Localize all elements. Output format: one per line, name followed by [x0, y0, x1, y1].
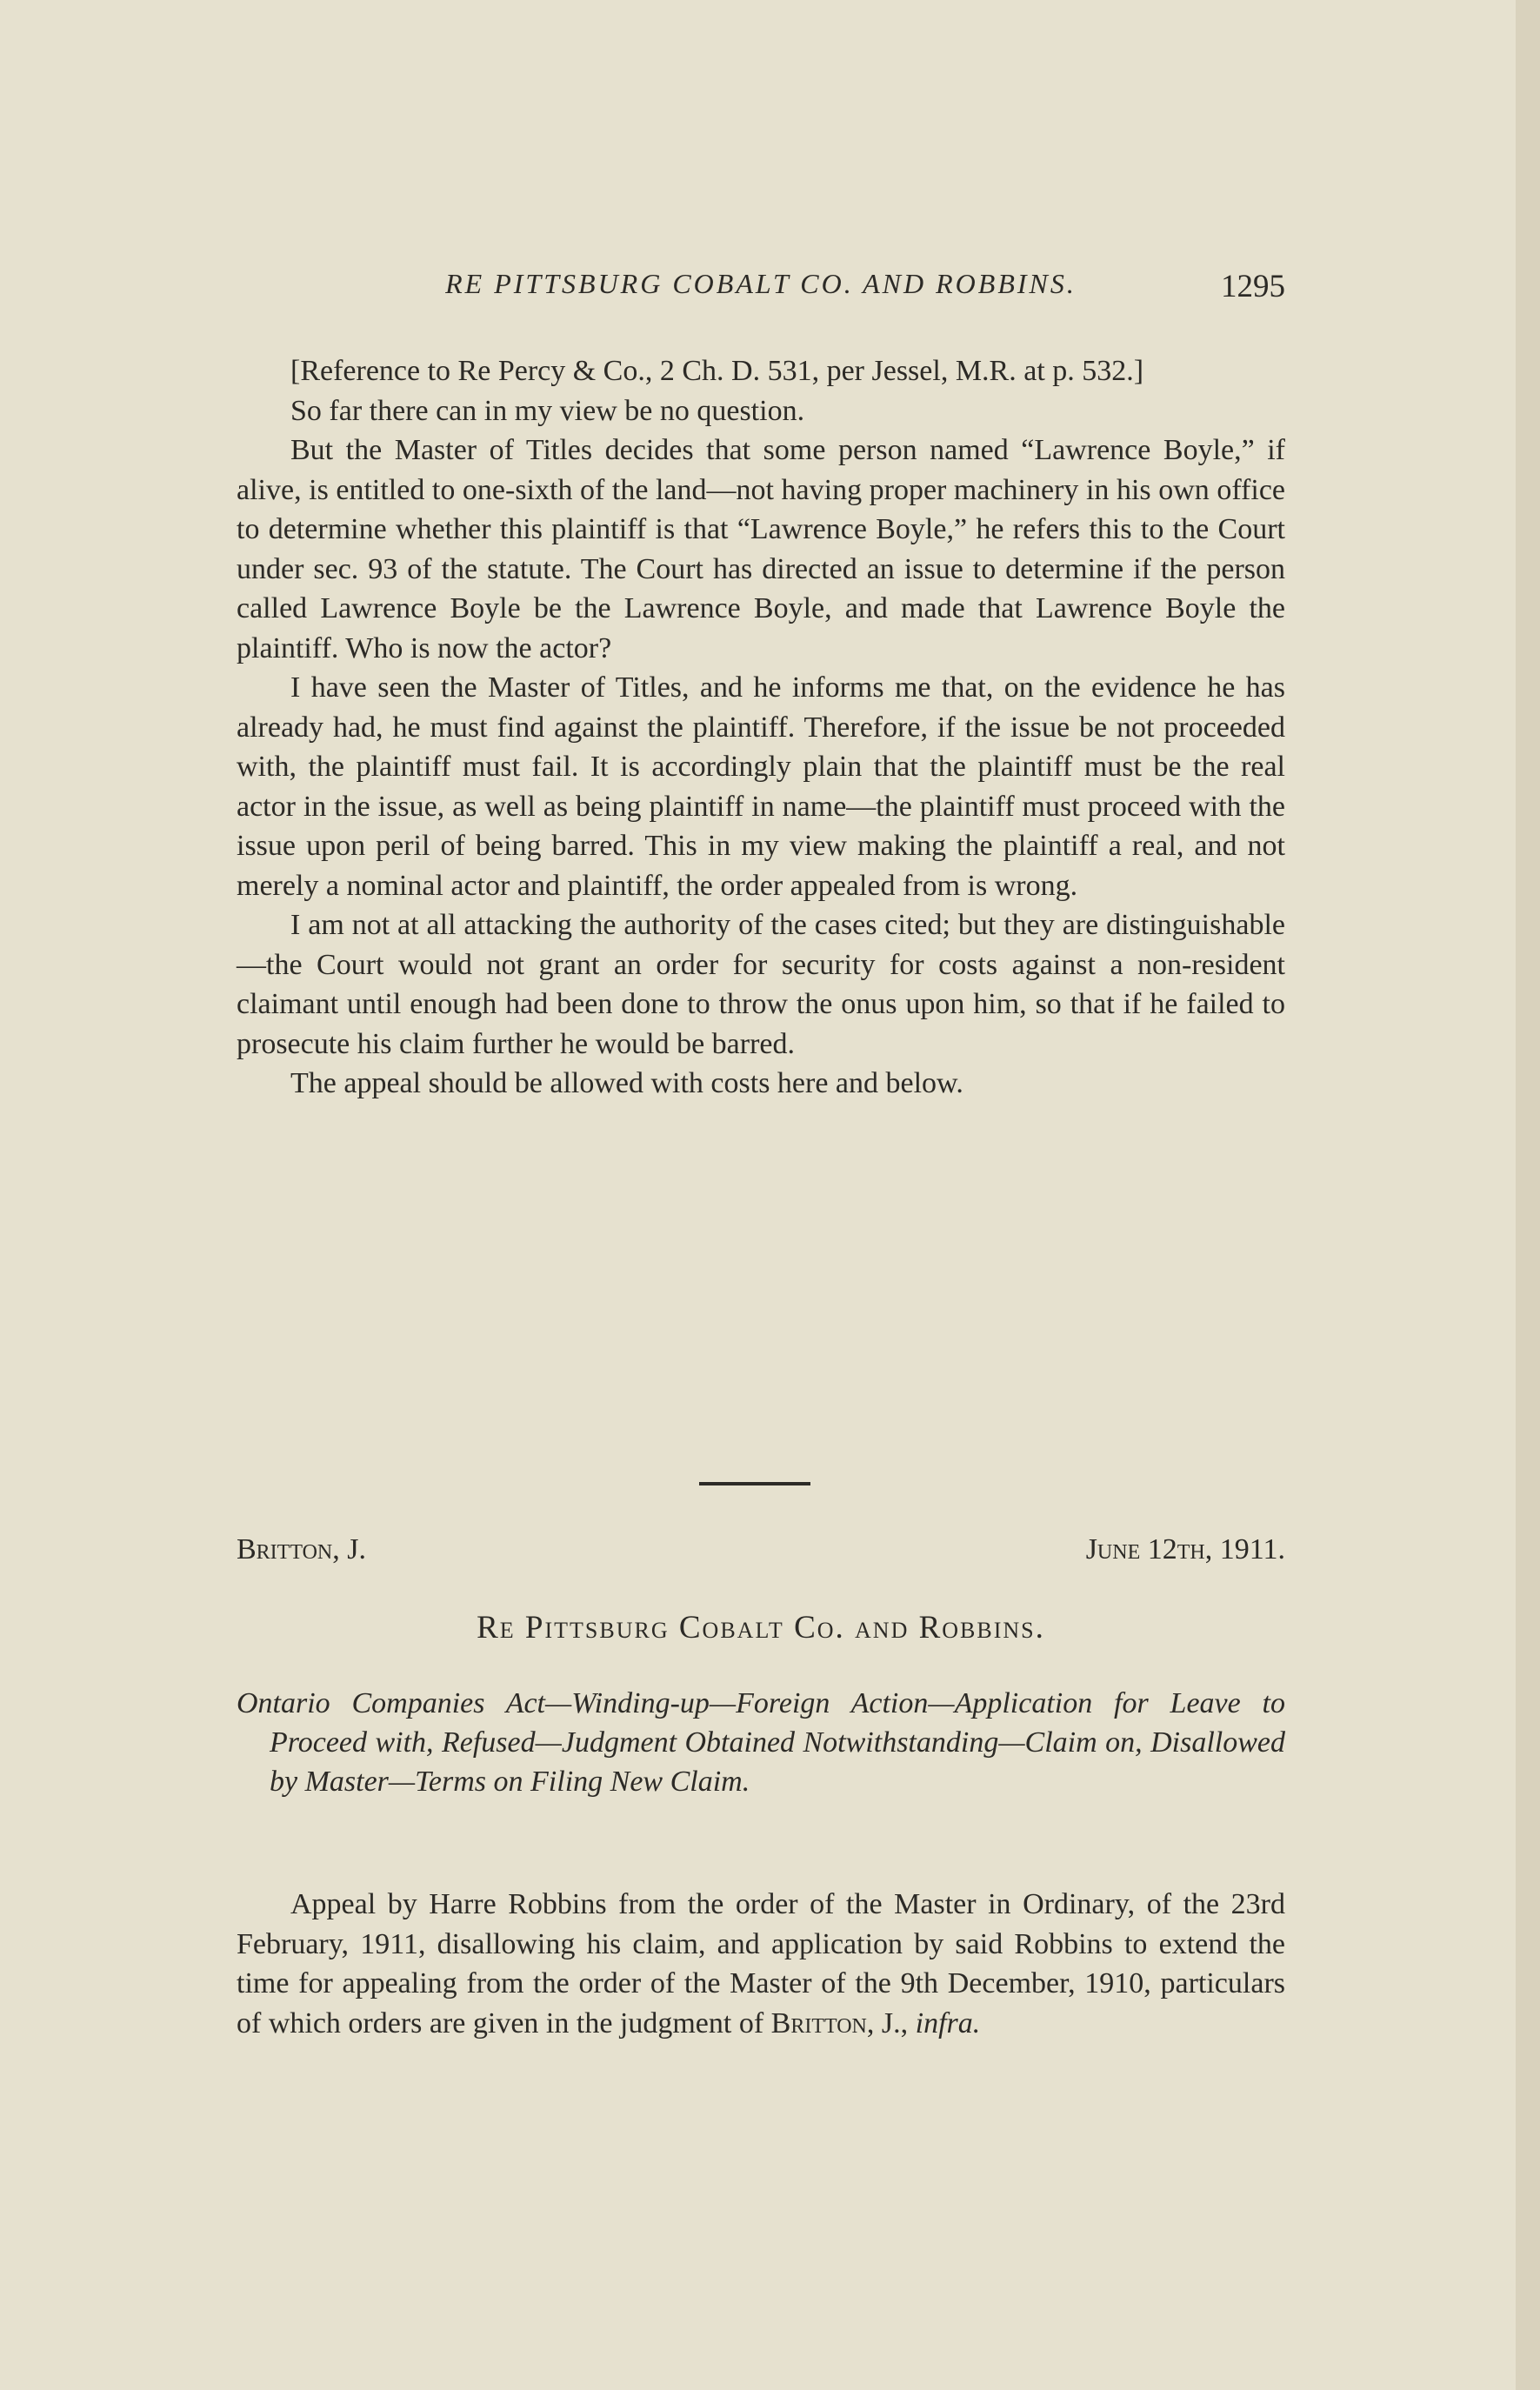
- paragraph: So far there can in my view be no question.: [290, 394, 805, 427]
- paragraph: I have seen the Master of Titles, and he informs me that, on the evidence he has already had, he must find against the plaintiff. Therefore, if the issue be not proceeded with, the plaintiff must fail. It is accordingly plain that the plaintiff must be the real actor in the issue, as well as being plaintiff in name—the plaintiff must proceed with the issue upon peril of being barred. This in my view making the plaintiff a real, and not merely a nominal actor and plaintiff, the order appealed from is wrong.: [237, 671, 1285, 902]
- appeal-infra: infra.: [915, 2006, 981, 2040]
- page-header: [237, 268, 1285, 311]
- appeal-paragraph: [237, 1885, 1285, 2043]
- paragraph: The appeal should be allowed with costs here and below.: [290, 1067, 963, 1099]
- page-edge-shadow: [1516, 0, 1540, 2390]
- previous-judgment-text: [237, 351, 1285, 1104]
- page-number: 1295: [1221, 269, 1285, 304]
- appeal-judge-ref: Britton,: [770, 2006, 875, 2040]
- judgment-date: June 12th, 1911.: [1085, 1533, 1285, 1566]
- paragraph: [Reference to Re Percy & Co., 2 Ch. D. 531, per Jessel, M.R. at p. 532.]: [290, 355, 1144, 387]
- judge-name: Britton, J.: [237, 1533, 366, 1566]
- headnote: Ontario Companies Act—Winding-up—Foreign Action—Application for Leave to Proceed with, Refused—Judgment Obtained Notwithstanding—Claim on, Disallowed by Master—Terms on Filing New Claim.: [237, 1687, 1285, 1798]
- section-divider: [699, 1482, 810, 1485]
- case-title: Re Pittsburg Cobalt Co. and Robbins.: [477, 1610, 1045, 1646]
- appeal-text: Appeal by Harre Robbins from the order of the Master in Ordinary, of the 23rd February, 1911, disallowing his claim, and application by said Robbins to extend the time for appealing from the order of the Master of the 9th December, 1910, particulars of which orders are given in the judgment of: [237, 1888, 1285, 2040]
- appeal-tail: J.,: [881, 2006, 909, 2040]
- appeal-statement: [237, 1885, 1285, 2043]
- paragraph: I am not at all attacking the authority of the cases cited; but they are distinguishable—the Court would not grant an order for security for costs against a non-resident claimant until enough had been done to throw the onus upon him, so that if he failed to prosecute his claim further he would be barred.: [237, 909, 1285, 1060]
- running-head: RE PITTSBURG COBALT CO. AND ROBBINS.: [445, 268, 1077, 299]
- paragraph: But the Master of Titles decides that some person named “Lawrence Boyle,” if alive, is entitled to one-sixth of the land—not having proper machinery in his own office to determine whether this plaintiff is that “Lawrence Boyle,” he refers this to the Court under sec. 93 of the statute. The Court has directed an issue to determine if the person called Lawrence Boyle be the Lawrence Boyle, and made that Lawrence Boyle the plaintiff. Who is now the actor?: [237, 434, 1285, 664]
